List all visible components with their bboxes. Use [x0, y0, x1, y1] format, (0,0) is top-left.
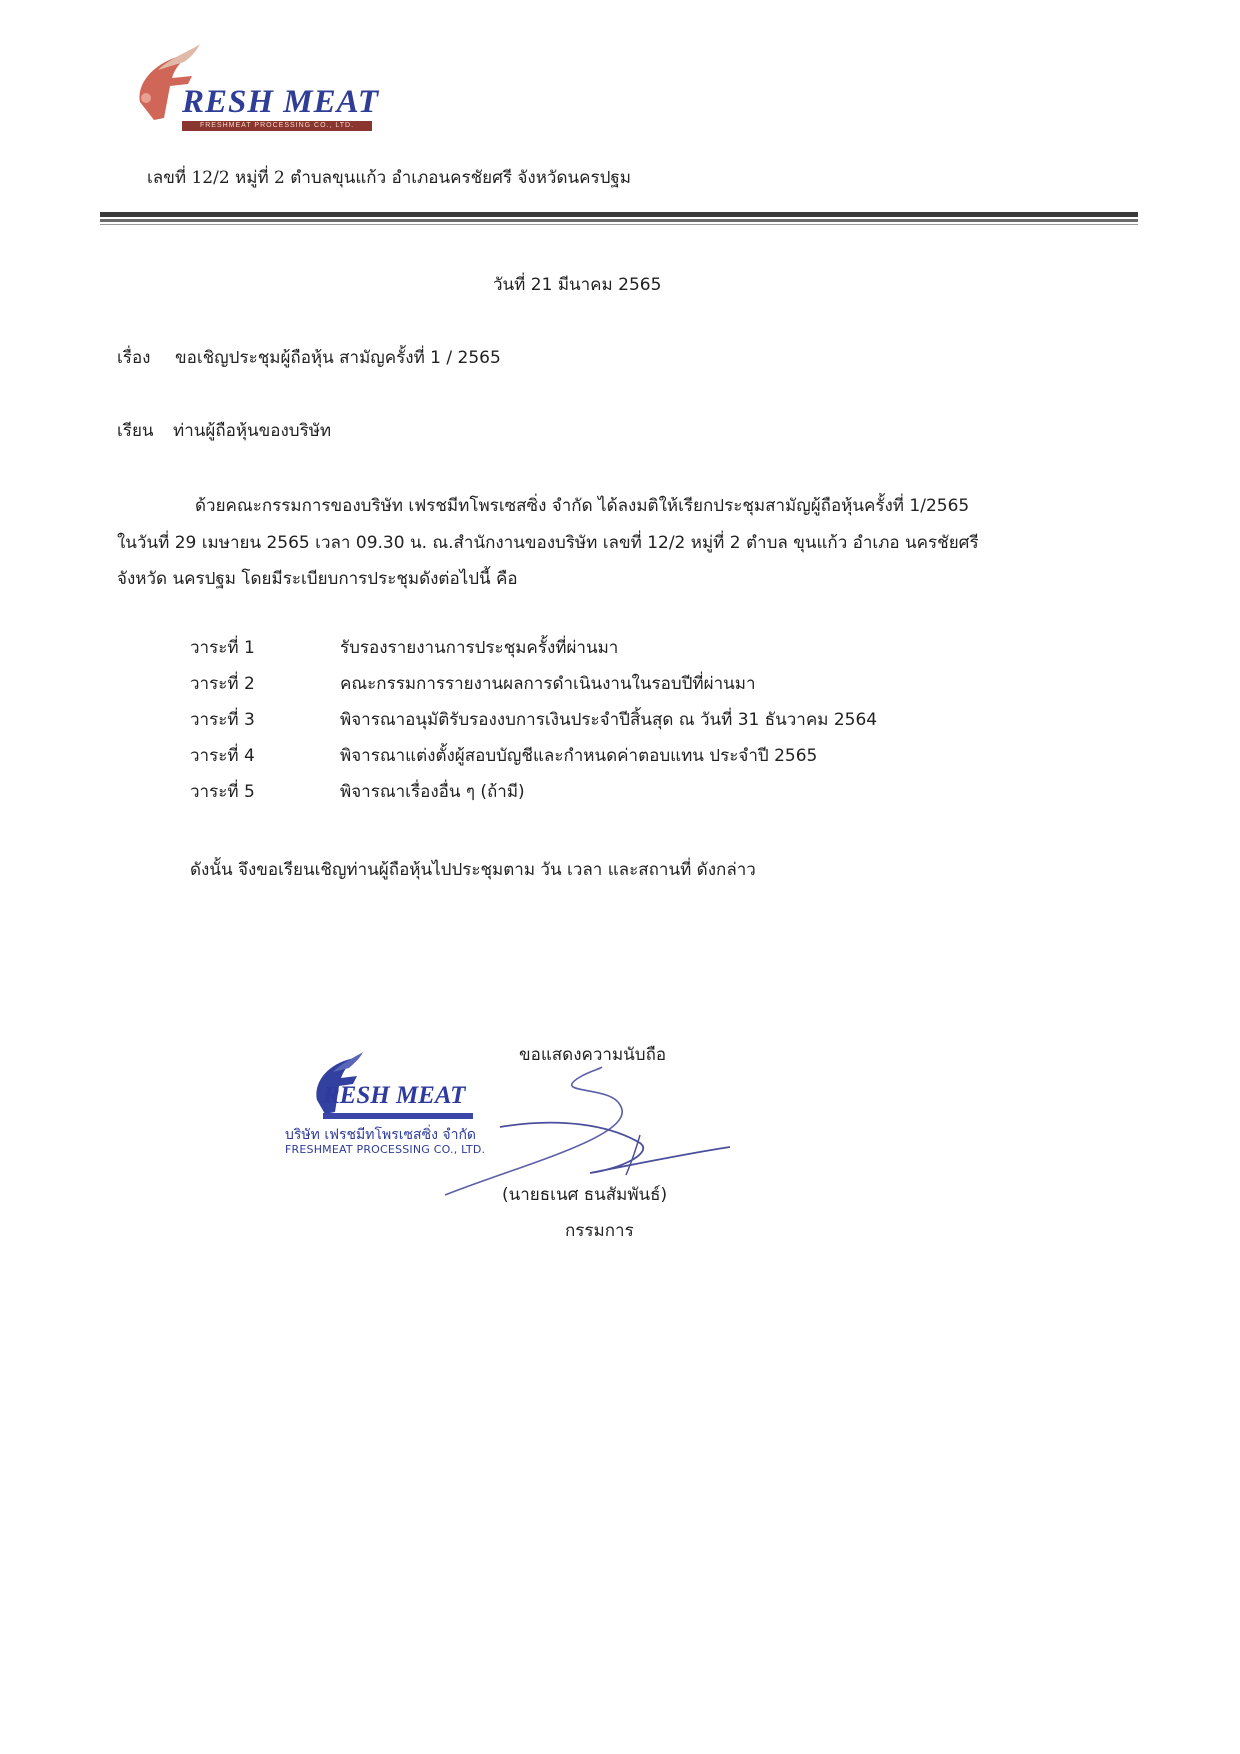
agenda-number: วาระที่ 2: [190, 674, 255, 694]
logo-subtitle: FRESHMEAT PROCESSING CO., LTD.: [182, 121, 372, 131]
agenda-number: วาระที่ 3: [190, 710, 255, 730]
agenda-item: รับรองรายงานการประชุมครั้งที่ผ่านมา: [340, 638, 619, 658]
header-rule-tertiary: [100, 224, 1138, 225]
body-line: จังหวัด นครปฐม โดยมีระเบียบการประชุมดังต่อไปนี้ คือ: [117, 569, 518, 589]
agenda-item: คณะกรรมการรายงานผลการดำเนินงานในรอบปีที่ผ่านมา: [340, 674, 756, 694]
company-logo: [130, 40, 390, 135]
stamp-wordmark: RESH MEAT: [323, 1082, 466, 1109]
body-line: ด้วยคณะกรรมการของบริษัท เฟรชมีทโพรเซสซิ่ง จำกัด ได้ลงมติให้เรียกประชุมสามัญผู้ถือหุ้นครั้งที่ 1/2565: [195, 496, 970, 516]
agenda-number: วาระที่ 1: [190, 638, 255, 658]
body-line: ในวันที่ 29 เมษายน 2565 เวลา 09.30 น. ณ.สำนักงานของบริษัท เลขที่ 12/2 หมู่ที่ 2 ตำบล ขุนแก้ว อำเภอ นครชัยศรี: [117, 533, 979, 553]
stamp-company-english: FRESHMEAT PROCESSING CO., LTD.: [285, 1143, 486, 1156]
letter-salutation: ท่านผู้ถือหุ้นของบริษัท: [173, 421, 332, 441]
agenda-item: พิจารณาแต่งตั้งผู้สอบบัญชีและกำหนดค่าตอบแทน ประจำปี 2565: [340, 746, 818, 766]
agenda-item: พิจารณาอนุมัติรับรองงบการเงินประจำปีสิ้นสุด ณ วันที่ 31 ธันวาคม 2564: [340, 710, 878, 730]
agenda-number: วาระที่ 5: [190, 782, 255, 802]
header-rule-secondary: [100, 219, 1138, 222]
closing-line: ดังนั้น จึงขอเรียนเชิญท่านผู้ถือหุ้นไปประชุมตาม วัน เวลา และสถานที่ ดังกล่าว: [190, 860, 756, 880]
regards: ขอแสดงความนับถือ: [519, 1045, 667, 1065]
letter-date: วันที่ 21 มีนาคม 2565: [493, 275, 662, 295]
salutation-label: เรียน: [117, 421, 154, 441]
company-address: เลขที่ 12/2 หมู่ที่ 2 ตำบลขุนแก้ว อำเภอนครชัยศรี จังหวัดนครปฐม: [147, 168, 632, 188]
stamp-company-thai: บริษัท เฟรชมีทโพรเซสซิ่ง จำกัด: [285, 1127, 477, 1143]
letter-subject: ขอเชิญประชุมผู้ถือหุ้น สามัญครั้งที่ 1 / 2565: [175, 348, 501, 368]
logo-wordmark: RESH MEAT: [182, 84, 379, 120]
agenda-number: วาระที่ 4: [190, 746, 255, 766]
subject-label: เรื่อง: [117, 348, 151, 368]
signatory-name: (นายธเนศ ธนสัมพันธ์): [502, 1185, 668, 1205]
agenda-item: พิจารณาเรื่องอื่น ๆ (ถ้ามี): [340, 782, 525, 802]
header-rule: [100, 212, 1138, 217]
signatory-title: กรรมการ: [565, 1221, 634, 1241]
